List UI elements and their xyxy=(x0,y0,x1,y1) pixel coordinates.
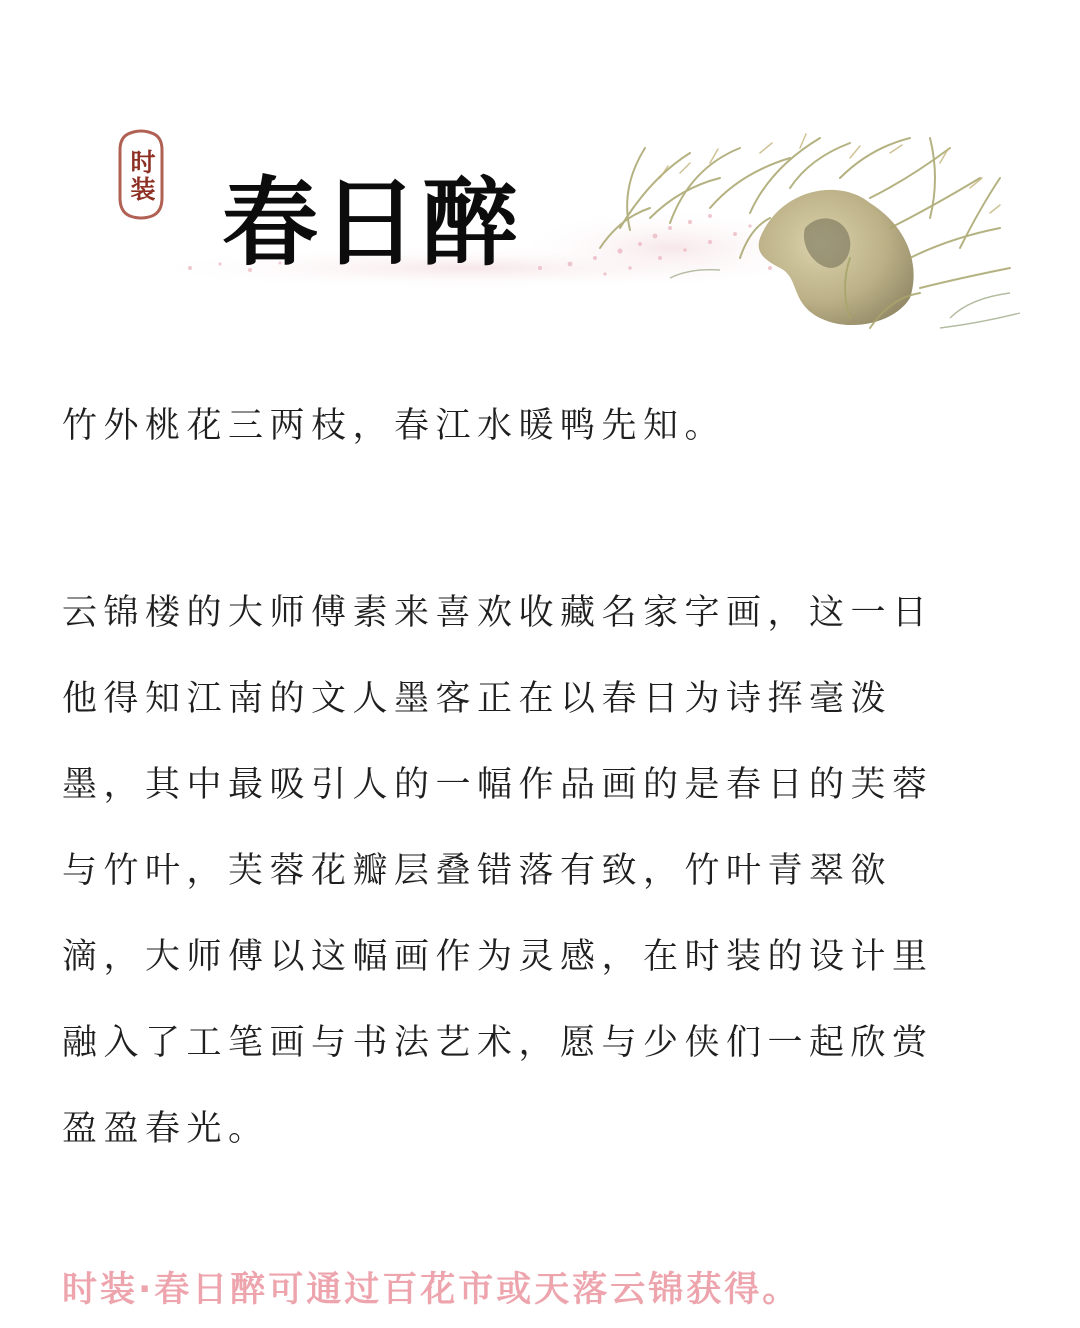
paragraph-line: 墨，其中最吸引人的一幅作品画的是春日的芙蓉 xyxy=(62,765,934,805)
paragraph-line: 与竹叶，芙蓉花瓣层叠错落有致，竹叶青翠欲 xyxy=(62,851,893,891)
acquisition-note: 时装·春日醉可通过百花市或天落云锦获得。 xyxy=(62,1270,801,1310)
description-paragraph xyxy=(62,570,1022,1172)
seal-text: 时装 xyxy=(127,149,156,203)
paragraph-line: 滴，大师傅以这幅画作为灵感，在时装的设计里 xyxy=(62,937,934,977)
poem-line: 竹外桃花三两枝，春江水暖鸭先知。 xyxy=(62,406,727,446)
header-banner xyxy=(0,0,1080,360)
page-title: 春日醉 xyxy=(222,166,522,279)
paragraph-line: 他得知江南的文人墨客正在以春日为诗挥毫泼 xyxy=(62,679,893,719)
paragraph-line: 融入了工笔画与书法艺术，愿与少侠们一起欣赏 xyxy=(62,1023,934,1063)
seal-stamp xyxy=(116,128,166,220)
paragraph-line: 云锦楼的大师傅素来喜欢收藏名家字画，这一日 xyxy=(62,593,934,633)
paragraph-line: 盈盈春光。 xyxy=(62,1109,270,1149)
